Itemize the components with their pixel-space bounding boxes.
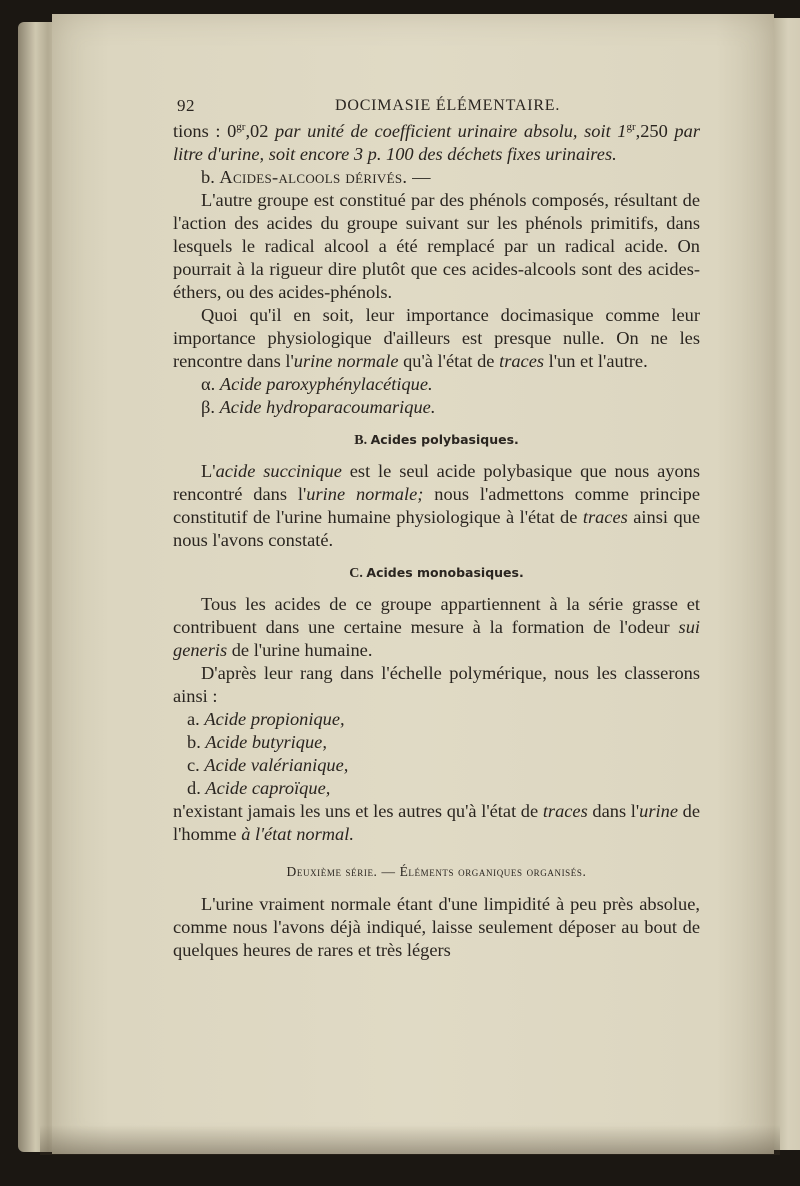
paragraph-2: L'autre groupe est constitué par des phénols composés, résultant de l'action des acides du groupe suivant sur les phénols primitifs, dans lesquels le radical alcool a été remplacé par un radical acide. On pourrait à la rigueur dire plutôt que ces acides-alcools sont des acides-éthers, ou des acides-phénols. [173, 190, 700, 302]
list-item: a. Acide propionique, [187, 709, 345, 729]
page-bottom-shadow [40, 1125, 780, 1155]
paragraph-1: tions : $0^{gr},02$ par unité de coefficient urinaire absolu, soit $1^{gr},250$ par litre d'urine, soit encore 3 p. 100 des déchets fixes urinaires. [173, 120, 700, 164]
subsection-heading-b: b. Acides-alcools dérivés. — [201, 167, 431, 187]
section-heading-c: C. Acides monobasiques. [349, 565, 524, 581]
facing-page-edge [772, 18, 800, 1150]
paragraph-5: Tous les acides de ce groupe appartiennent à la série grasse et contribuent dans une certaine mesure à la formation de l'odeur sui generis de l'urine humaine. [173, 594, 700, 660]
list-item-alpha: α. Acide paroxyphénylacétique. [201, 374, 433, 394]
list-item-beta: β. Acide hydroparacoumarique. [201, 397, 436, 417]
page-text [173, 92, 700, 962]
paragraph-7: n'existant jamais les uns et les autres qu'à l'état de traces dans l'urine de l'homme à l'état normal. [173, 801, 700, 844]
list-item: b. Acide butyrique, [187, 732, 327, 752]
running-title: DOCIMASIE ÉLÉMENTAIRE. [335, 97, 561, 114]
section-heading-b: B. Acides polybasiques. [354, 432, 519, 448]
series-heading: Deuxième série. — Éléments organiques organisés. [286, 864, 587, 879]
paragraph-8: L'urine vraiment normale étant d'une limpidité à peu près absolue, comme nous l'avons déjà indiqué, laisse seulement déposer au bout de quelques heures de rares et très légers [173, 894, 700, 960]
paragraph-3: Quoi qu'il en soit, leur importance docimasique comme leur importance physiologique d'ailleurs est presque nulle. On ne les rencontre dans l'urine normale qu'à l'état de traces l'un et l'autre. [173, 305, 700, 371]
paragraph-6: D'après leur rang dans l'échelle polymérique, nous les classerons ainsi : [173, 663, 700, 706]
page-number: 92 [177, 96, 195, 115]
paragraph-4: L'acide succinique est le seul acide polybasique que nous ayons rencontré dans l'urine normale; nous l'admettons comme principe constitutif de l'urine humaine physiologique à l'état de traces ainsi que nous l'avons constaté. [173, 461, 701, 550]
list-item: d. Acide caproïque, [187, 778, 331, 798]
running-header [173, 92, 700, 118]
list-item: c. Acide valérianique, [187, 755, 349, 775]
